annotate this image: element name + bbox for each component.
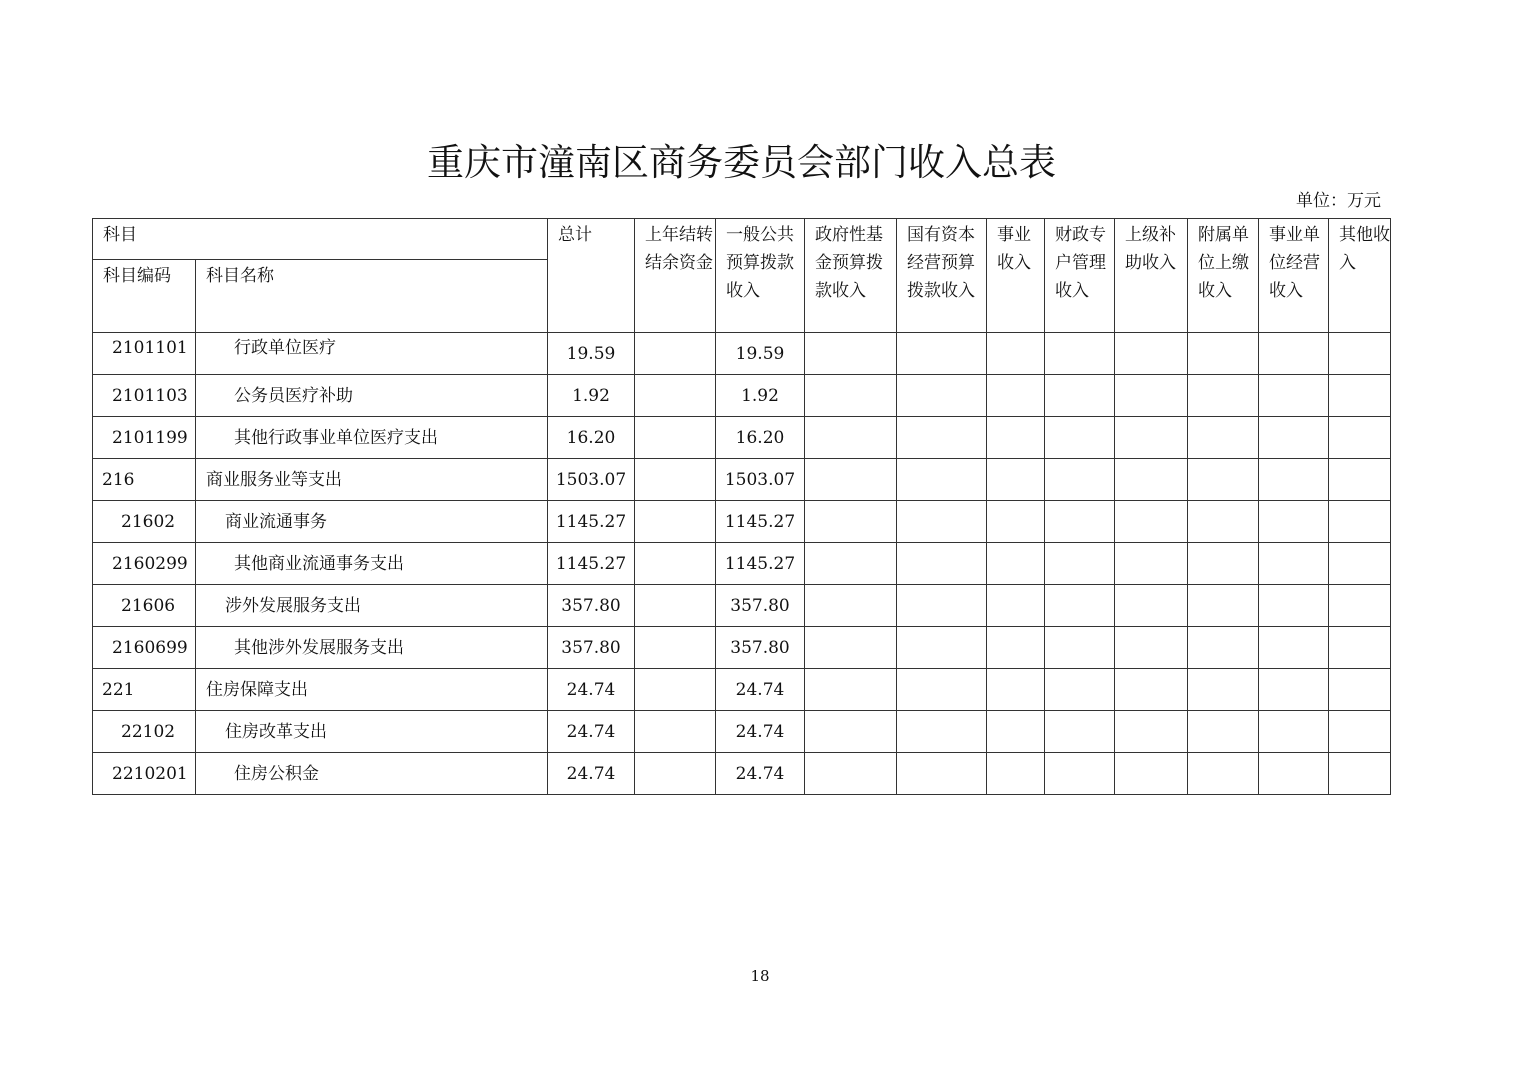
general-budget-cell: 24.74 <box>716 669 805 711</box>
other-income-cell <box>1329 333 1391 375</box>
fiscal-account-cell <box>1045 753 1115 795</box>
gov-fund-cell <box>805 417 897 459</box>
gov-fund-cell <box>805 711 897 753</box>
gov-fund-cell <box>805 585 897 627</box>
total-cell: 1.92 <box>548 375 635 417</box>
affiliated-unit-cell <box>1188 417 1259 459</box>
total-cell: 1503.07 <box>548 459 635 501</box>
subject-name: 涉外发展服务支出 <box>225 595 361 616</box>
gov-fund-cell <box>805 333 897 375</box>
affiliated-unit-cell <box>1188 459 1259 501</box>
business-income-cell <box>987 459 1045 501</box>
other-income-cell <box>1329 375 1391 417</box>
affiliated-unit-cell <box>1188 585 1259 627</box>
affiliated-unit-cell <box>1188 501 1259 543</box>
total-cell: 357.80 <box>548 627 635 669</box>
general-budget-cell: 1.92 <box>716 375 805 417</box>
state-capital-cell <box>897 333 987 375</box>
fiscal-account-cell <box>1045 627 1115 669</box>
other-income-cell <box>1329 669 1391 711</box>
total-cell: 16.20 <box>548 417 635 459</box>
general-budget-cell: 357.80 <box>716 585 805 627</box>
fiscal-account-cell <box>1045 711 1115 753</box>
gov-fund-cell <box>805 375 897 417</box>
fiscal-account-cell <box>1045 669 1115 711</box>
business-income-cell <box>987 501 1045 543</box>
subject-code-cell <box>93 417 196 459</box>
subject-name-cell <box>196 417 548 459</box>
business-income-cell <box>987 627 1045 669</box>
header-superior-subsidy: 上级补助收入 <box>1115 219 1188 333</box>
table-row <box>93 333 1391 375</box>
total-cell: 24.74 <box>548 753 635 795</box>
business-income-cell <box>987 753 1045 795</box>
superior-subsidy-cell <box>1115 627 1188 669</box>
gov-fund-cell <box>805 501 897 543</box>
subject-name-cell <box>196 711 548 753</box>
income-summary-table <box>92 218 1391 795</box>
general-budget-cell: 19.59 <box>716 333 805 375</box>
other-income-cell <box>1329 711 1391 753</box>
operating-income-cell <box>1259 711 1329 753</box>
subject-name-cell <box>196 585 548 627</box>
operating-income-cell <box>1259 501 1329 543</box>
subject-code: 2101101 <box>112 337 188 358</box>
operating-income-cell <box>1259 753 1329 795</box>
general-budget-cell: 1145.27 <box>716 543 805 585</box>
total-cell: 1145.27 <box>548 543 635 585</box>
table-row <box>93 711 1391 753</box>
subject-code: 2101103 <box>112 385 188 406</box>
superior-subsidy-cell <box>1115 585 1188 627</box>
state-capital-cell <box>897 375 987 417</box>
business-income-cell <box>987 543 1045 585</box>
subject-code: 2210201 <box>112 763 188 784</box>
general-budget-cell: 357.80 <box>716 627 805 669</box>
table-row <box>93 417 1391 459</box>
subject-name-cell <box>196 753 548 795</box>
subject-code-cell <box>93 627 196 669</box>
subject-code-cell <box>93 375 196 417</box>
business-income-cell <box>987 375 1045 417</box>
carryover-cell <box>635 669 716 711</box>
superior-subsidy-cell <box>1115 501 1188 543</box>
business-income-cell <box>987 333 1045 375</box>
total-cell: 1145.27 <box>548 501 635 543</box>
carryover-cell <box>635 711 716 753</box>
table-row <box>93 585 1391 627</box>
state-capital-cell <box>897 753 987 795</box>
business-income-cell <box>987 585 1045 627</box>
subject-code-cell <box>93 459 196 501</box>
subject-name-cell <box>196 543 548 585</box>
state-capital-cell <box>897 459 987 501</box>
operating-income-cell <box>1259 669 1329 711</box>
subject-code: 216 <box>102 469 135 490</box>
subject-code: 2101199 <box>112 427 188 448</box>
subject-name: 行政单位医疗 <box>234 337 336 358</box>
table-row <box>93 627 1391 669</box>
affiliated-unit-cell <box>1188 543 1259 585</box>
general-budget-cell: 1145.27 <box>716 501 805 543</box>
subject-code-cell <box>93 711 196 753</box>
state-capital-cell <box>897 627 987 669</box>
header-total: 总计 <box>548 219 635 333</box>
operating-income-cell <box>1259 333 1329 375</box>
subject-code: 22102 <box>121 721 176 742</box>
table-row <box>93 501 1391 543</box>
subject-code-cell <box>93 753 196 795</box>
subject-name: 住房保障支出 <box>206 679 308 700</box>
affiliated-unit-cell <box>1188 627 1259 669</box>
other-income-cell <box>1329 585 1391 627</box>
subject-name-cell <box>196 375 548 417</box>
general-budget-cell: 24.74 <box>716 753 805 795</box>
header-subject-code: 科目编码 <box>93 260 196 333</box>
business-income-cell <box>987 669 1045 711</box>
total-cell: 357.80 <box>548 585 635 627</box>
table-row <box>93 459 1391 501</box>
subject-code-cell <box>93 501 196 543</box>
table-row <box>93 669 1391 711</box>
header-carryover: 上年结转结余资金 <box>635 219 716 333</box>
fiscal-account-cell <box>1045 585 1115 627</box>
subject-name: 商业服务业等支出 <box>206 469 342 490</box>
table-row <box>93 543 1391 585</box>
subject-code: 221 <box>102 679 135 700</box>
page-title: 重庆市潼南区商务委员会部门收入总表 <box>427 141 1056 184</box>
subject-name-cell <box>196 627 548 669</box>
table-row <box>93 375 1391 417</box>
total-cell: 19.59 <box>548 333 635 375</box>
affiliated-unit-cell <box>1188 375 1259 417</box>
general-budget-cell: 16.20 <box>716 417 805 459</box>
header-fiscal-account: 财政专户管理收入 <box>1045 219 1115 333</box>
superior-subsidy-cell <box>1115 333 1188 375</box>
affiliated-unit-cell <box>1188 711 1259 753</box>
subject-name: 住房公积金 <box>234 763 319 784</box>
affiliated-unit-cell <box>1188 669 1259 711</box>
gov-fund-cell <box>805 543 897 585</box>
other-income-cell <box>1329 753 1391 795</box>
fiscal-account-cell <box>1045 543 1115 585</box>
superior-subsidy-cell <box>1115 375 1188 417</box>
subject-name: 其他商业流通事务支出 <box>234 553 404 574</box>
subject-name: 住房改革支出 <box>225 721 327 742</box>
superior-subsidy-cell <box>1115 711 1188 753</box>
table-row <box>93 753 1391 795</box>
total-cell: 24.74 <box>548 669 635 711</box>
gov-fund-cell <box>805 669 897 711</box>
gov-fund-cell <box>805 753 897 795</box>
fiscal-account-cell <box>1045 417 1115 459</box>
fiscal-account-cell <box>1045 375 1115 417</box>
subject-name: 其他涉外发展服务支出 <box>234 637 404 658</box>
subject-code: 21602 <box>121 511 176 532</box>
subject-code: 21606 <box>121 595 176 616</box>
subject-name-cell <box>196 333 548 375</box>
operating-income-cell <box>1259 375 1329 417</box>
carryover-cell <box>635 543 716 585</box>
carryover-cell <box>635 459 716 501</box>
general-budget-cell: 24.74 <box>716 711 805 753</box>
subject-code-cell <box>93 543 196 585</box>
superior-subsidy-cell <box>1115 417 1188 459</box>
operating-income-cell <box>1259 585 1329 627</box>
operating-income-cell <box>1259 543 1329 585</box>
carryover-cell <box>635 753 716 795</box>
gov-fund-cell <box>805 459 897 501</box>
fiscal-account-cell <box>1045 459 1115 501</box>
state-capital-cell <box>897 501 987 543</box>
superior-subsidy-cell <box>1115 543 1188 585</box>
state-capital-cell <box>897 669 987 711</box>
header-operating-income: 事业单位经营收入 <box>1259 219 1329 333</box>
header-other-income: 其他收入 <box>1329 219 1391 333</box>
header-subject-name: 科目名称 <box>196 260 548 333</box>
operating-income-cell <box>1259 459 1329 501</box>
state-capital-cell <box>897 543 987 585</box>
subject-name-cell <box>196 501 548 543</box>
other-income-cell <box>1329 543 1391 585</box>
header-subject-group: 科目 <box>93 219 548 260</box>
gov-fund-cell <box>805 627 897 669</box>
other-income-cell <box>1329 459 1391 501</box>
other-income-cell <box>1329 501 1391 543</box>
subject-code-cell <box>93 333 196 375</box>
header-gov-fund: 政府性基金预算拨款收入 <box>805 219 897 333</box>
fiscal-account-cell <box>1045 333 1115 375</box>
affiliated-unit-cell <box>1188 333 1259 375</box>
subject-name: 商业流通事务 <box>225 511 327 532</box>
header-affiliated-unit: 附属单位上缴收入 <box>1188 219 1259 333</box>
subject-name-cell <box>196 459 548 501</box>
header-row-top <box>93 219 1391 260</box>
subject-code-cell <box>93 669 196 711</box>
superior-subsidy-cell <box>1115 753 1188 795</box>
unit-label: 单位：万元 <box>1296 191 1381 211</box>
business-income-cell <box>987 417 1045 459</box>
superior-subsidy-cell <box>1115 669 1188 711</box>
carryover-cell <box>635 333 716 375</box>
affiliated-unit-cell <box>1188 753 1259 795</box>
general-budget-cell: 1503.07 <box>716 459 805 501</box>
subject-name-cell <box>196 669 548 711</box>
other-income-cell <box>1329 417 1391 459</box>
business-income-cell <box>987 711 1045 753</box>
carryover-cell <box>635 501 716 543</box>
subject-code: 2160699 <box>112 637 188 658</box>
carryover-cell <box>635 585 716 627</box>
operating-income-cell <box>1259 627 1329 669</box>
fiscal-account-cell <box>1045 501 1115 543</box>
subject-name: 其他行政事业单位医疗支出 <box>234 427 438 448</box>
state-capital-cell <box>897 585 987 627</box>
total-cell: 24.74 <box>548 711 635 753</box>
state-capital-cell <box>897 417 987 459</box>
header-general-budget: 一般公共预算拨款收入 <box>716 219 805 333</box>
carryover-cell <box>635 627 716 669</box>
subject-code: 2160299 <box>112 553 188 574</box>
state-capital-cell <box>897 711 987 753</box>
header-state-capital: 国有资本经营预算拨款收入 <box>897 219 987 333</box>
subject-code-cell <box>93 585 196 627</box>
superior-subsidy-cell <box>1115 459 1188 501</box>
subject-name: 公务员医疗补助 <box>234 385 353 406</box>
carryover-cell <box>635 375 716 417</box>
page-number: 18 <box>750 967 770 985</box>
operating-income-cell <box>1259 417 1329 459</box>
table-body <box>93 333 1391 795</box>
carryover-cell <box>635 417 716 459</box>
header-business-income: 事业收入 <box>987 219 1045 333</box>
other-income-cell <box>1329 627 1391 669</box>
